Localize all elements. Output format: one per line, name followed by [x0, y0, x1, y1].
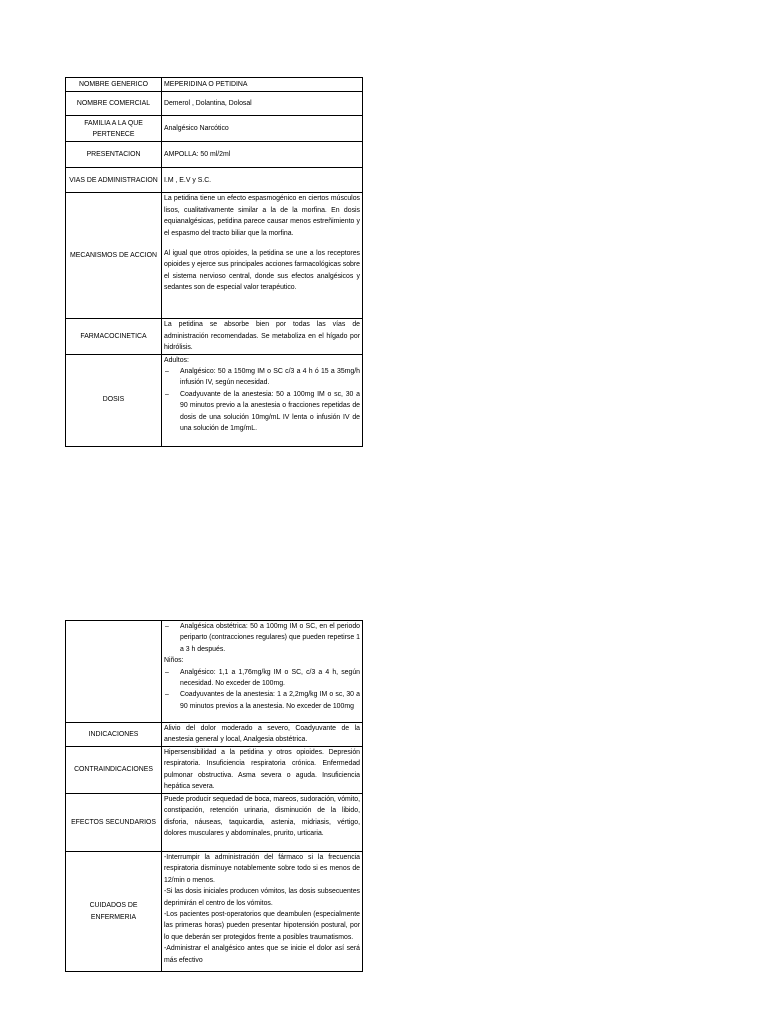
label-nombre-generico: NOMBRE GENERICO [66, 78, 162, 92]
dosis-item: – Analgésico: 1,1 a 1,76mg/kg IM o SC, c/3 a 4 h, según necesidad. No exceder de 100mg. [164, 667, 360, 690]
value-efectos: Puede producir sequedad de boca, mareos, sudoración, vómito, constipación, retención urinaria, disminución de la libido, disforia, náuseas, taquicardia, astenia, midriasis, vértigo, dolores musculares y abdominales, prurito, urticaria. [162, 794, 363, 852]
drug-info-table-2 [65, 620, 363, 972]
label-presentacion: PRESENTACION [66, 142, 162, 168]
mecanismos-paragraph-1: La petidina tiene un efecto espasmogénico en ciertos músculos lisos, cualitativamente similar a la de la morfina. En dosis equianalgésicas, petidina parece causar menos estreñimiento y el espasmo del tracto biliar que la morfina. [164, 195, 360, 237]
label-dosis: DOSIS [66, 354, 162, 446]
value-presentacion: AMPOLLA: 50 ml/2ml [162, 142, 363, 168]
value-mecanismos [162, 193, 363, 319]
dosis-list-continuation [164, 621, 360, 655]
value-familia: Analgésico Narcótico [162, 116, 363, 142]
dosis-item: – Analgésica obstétrica: 50 a 100mg IM o SC, en el periodo periparto (contracciones regulares) que pueden repetirse 1 a 3 h después. [164, 621, 360, 655]
label-efectos: EFECTOS SECUNDARIOS [66, 794, 162, 852]
dosis-heading-adultos: Adultos: [164, 356, 189, 364]
cuidados-line: -Si las dosis iniciales producen vómitos, las dosis subsecuentes deprimirán el centro de los vómitos. [164, 888, 360, 907]
row-dosis [66, 354, 363, 446]
label-vias: VIAS DE ADMINISTRACION [66, 168, 162, 193]
label-mecanismos: MECANISMOS DE ACCION [66, 193, 162, 319]
row-indicaciones [66, 723, 363, 747]
paragraph-gap [164, 239, 360, 248]
dosis-item: – Analgésico: 50 a 150mg IM o SC c/3 a 4 h ó 15 a 35mg/h infusión IV, según necesidad. [164, 366, 360, 389]
value-dosis-continuation [162, 621, 363, 723]
label-nombre-comercial: NOMBRE COMERCIAL [66, 92, 162, 116]
mecanismos-paragraph-2: Al igual que otros opioides, la petidina se une a los receptores opioides y ejerce sus principales acciones farmacológicas sobre el sistema nervioso central, donde sus efectos analgésicos y sedantes son de especial valor terapéutico. [164, 250, 360, 292]
value-nombre-generico: MEPERIDINA O PETIDINA [162, 78, 363, 92]
row-contraindicaciones [66, 747, 363, 794]
label-cuidados: CUIDADOS DE ENFERMERIA [66, 852, 162, 972]
dosis-heading-ninos: Niños: [164, 657, 184, 665]
row-presentacion [66, 142, 363, 168]
value-nombre-comercial: Demerol , Dolantina, Dolosal [162, 92, 363, 116]
row-farmacocinetica [66, 319, 363, 354]
row-nombre-generico [66, 78, 363, 92]
cuidados-line: -Los pacientes post-operatorios que deambulen (especialmente las primeras horas) pueden presentar hipotensión postural, por lo que deberán ser protegidos frente a posibles traumatismos. [164, 911, 360, 941]
row-efectos [66, 794, 363, 852]
dosis-list-ninos [164, 667, 360, 713]
value-indicaciones: Alivio del dolor moderado a severo, Coadyuvante de la anestesia general y local, Analgesia obstétrica. [162, 723, 363, 747]
cuidados-line: -Interrumpir la administración del fármaco si la frecuencia respiratoria disminuye notablemente sobre todo si es menos de 12/min o menos. [164, 854, 360, 884]
dosis-list-adultos [164, 366, 360, 434]
row-dosis-continuation [66, 621, 363, 723]
value-cuidados [162, 852, 363, 972]
label-farmacocinetica: FARMACOCINETICA [66, 319, 162, 354]
label-empty [66, 621, 162, 723]
label-familia: FAMILIA A LA QUE PERTENECE [66, 116, 162, 142]
drug-info-table-1 [65, 77, 363, 447]
row-cuidados [66, 852, 363, 972]
row-vias [66, 168, 363, 193]
cuidados-line: -Administrar el analgésico antes que se inicie el dolor así será más efectivo [164, 945, 360, 964]
dosis-item: – Coadyuvante de la anestesia: 50 a 100mg IM o sc, 30 a 90 minutos previo a la anestesia o fracciones repetidas de dosis de una solución 10mg/mL IV lenta o infusión IV de una solución de 1mg/mL. [164, 389, 360, 435]
value-vias: I.M , E.V y S.C. [162, 168, 363, 193]
row-familia [66, 116, 363, 142]
row-mecanismos [66, 193, 363, 319]
label-contraindicaciones: CONTRAINDICACIONES [66, 747, 162, 794]
value-farmacocinetica: La petidina se absorbe bien por todas las vías de administración recomendadas. Se metaboliza en el hígado por hidrólisis. [162, 319, 363, 354]
value-contraindicaciones: Hipersensibilidad a la petidina y otros opioides. Depresión respiratoria. Insuficiencia respiratoria crónica. Enfermedad pulmonar obstructiva. Asma severa o aguda. Insuficiencia hepática severa. [162, 747, 363, 794]
dosis-item: – Coadyuvantes de la anestesia: 1 a 2,2mg/kg IM o sc, 30 a 90 minutos previos a la anestesia. No exceder de 100mg [164, 689, 360, 712]
row-nombre-comercial [66, 92, 363, 116]
label-indicaciones: INDICACIONES [66, 723, 162, 747]
value-dosis [162, 354, 363, 446]
